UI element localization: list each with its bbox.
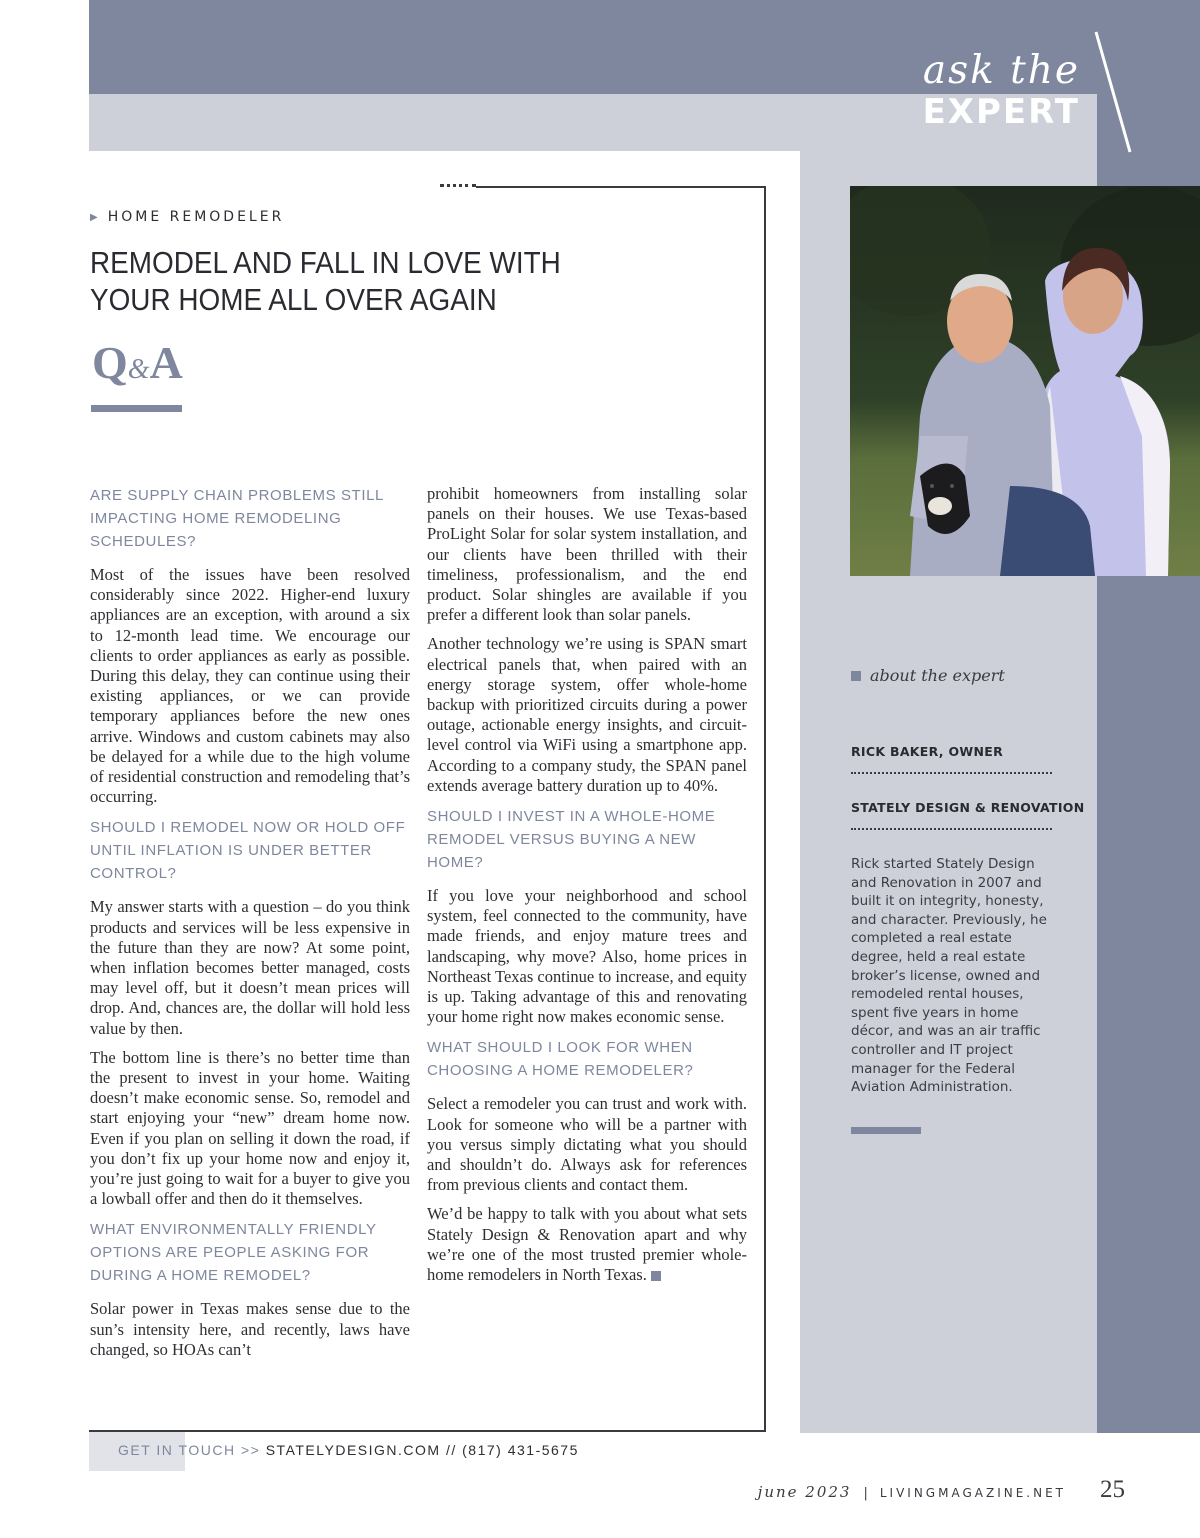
end-mark-icon <box>651 1271 661 1281</box>
slash-ornament <box>1093 30 1133 154</box>
frame-top-line <box>476 186 766 188</box>
article-column-2 <box>427 484 747 1294</box>
headline-line-1: REMODEL AND FALL IN LOVE WITH <box>90 245 561 280</box>
article-headline <box>90 244 561 318</box>
page-number: 25 <box>1100 1476 1125 1503</box>
qa-ampersand: & <box>127 354 150 385</box>
question-4: SHOULD I INVEST IN A WHOLE-HOME REMODEL VERSUS BUYING A NEW HOME? <box>427 808 716 872</box>
expert-name: RICK BAKER, OWNER <box>851 744 1004 759</box>
kicker-label: HOME REMODELER <box>107 209 285 225</box>
answer-3: Solar power in Texas makes sense due to the sun’s intensity here, and recently, laws have changed, so HOAs can’t <box>90 1299 410 1359</box>
frame-bottom-line <box>89 1430 766 1432</box>
question-2: SHOULD I REMODEL NOW OR HOLD OFF UNTIL INFLATION IS UNDER BETTER CONTROL? <box>90 819 406 883</box>
dotted-divider <box>851 828 1052 830</box>
answer-4: If you love your neighborhood and school system, feel connected to the community, have made friends, and enjoy mature trees and landscaping, why move? Also, home prices in Northeast Texas continue to increase, and equity is up. Taking advantage of this and renovating your home right now makes economic sense. <box>427 886 747 1027</box>
square-bullet-icon <box>851 671 861 681</box>
frame-dots <box>440 184 476 188</box>
contact-arrows: >> <box>240 1442 261 1458</box>
question-5: WHAT SHOULD I LOOK FOR WHEN CHOOSING A HOME REMODELER? <box>427 1039 694 1080</box>
about-the-expert-label <box>851 666 1005 685</box>
question-1: ARE SUPPLY CHAIN PROBLEMS STILL IMPACTING HOME REMODELING SCHEDULES? <box>90 487 384 550</box>
answer-3-continued: prohibit homeowners from installing solar panels on their houses. We use Texas-based ProLight Solar for solar system installation, and our clients have been thrilled with their timeliness, professionalism, and the end product. Solar shingles are available if you prefer a different look than solar panels. <box>427 484 747 625</box>
expert-bio: Rick started Stately Design and Renovation in 2007 and built it on integrity, honesty, and character. Previously, he completed a real estate degree, held a real estate broker’s license, owned and remodeled rental houses, spent five years in home décor, and was an air traffic controller and IT project manager for the Federal Aviation Administration. <box>851 856 1047 1096</box>
section-title-expert: EXPERT <box>922 92 1080 132</box>
page-footer <box>758 1476 1125 1504</box>
answer-5b <box>427 1204 747 1285</box>
qa-mark <box>92 336 183 389</box>
answer-3b: Another technology we’re using is SPAN smart electrical panels that, when paired with an energy storage system, offer whole-home backup with prioritized circuits during a power outage, actionable energy insights, and circuit-level control via WiFi using a smartphone app. According to a company study, the SPAN panel extends average battery duration up to 40%. <box>427 634 747 795</box>
qa-q: Q <box>92 337 128 388</box>
qa-underline-bar <box>91 405 182 412</box>
footer-separator: | <box>863 1486 868 1501</box>
article-column-1 <box>90 484 410 1369</box>
expert-photo <box>850 186 1200 576</box>
question-3: WHAT ENVIRONMENTALLY FRIENDLY OPTIONS ARE PEOPLE ASKING FOR DURING A HOME REMODEL? <box>90 1221 377 1285</box>
dotted-divider <box>851 772 1052 774</box>
contact-separator: // <box>445 1442 457 1458</box>
bio-accent-bar <box>851 1127 921 1134</box>
contact-website-link[interactable]: STATELYDESIGN.COM <box>265 1442 441 1458</box>
company-name: STATELY DESIGN & RENOVATION <box>851 800 1085 815</box>
answer-2: My answer starts with a question – do you think products and services will be less expensive in the future than they are now? At some point, when inflation becomes better managed, costs may level off, but it doesn’t mean prices will drop. And, chances are, the dollar will hold less value by then. <box>90 897 410 1038</box>
answer-1: Most of the issues have been resolved considerably since 2022. Higher-end luxury appliances are an exception, with around a six to 12-month lead time. We encourage our clients to order appliances as early as possible. During this delay, they can continue using their existing appliances, or we can provide temporary appliances before the new ones arrive. Windows and custom cabinets may also be delayed for a while due to the high volume of residential construction and remodeling that’s occurring. <box>90 565 410 807</box>
issue-date: june 2023 <box>757 1483 852 1501</box>
answer-2b: The bottom line is there’s no better time than the present to invest in your home. Waiting doesn’t make economic sense. So, remodel and start enjoying your “new” dream home now. Even if you plan on selling it down the road, if you don’t fix up your home now and enjoy it, you’re just going to wait for a buyer to give you a lowball offer and then do it themselves. <box>90 1047 410 1209</box>
article-kicker <box>90 209 284 225</box>
frame-right-line <box>764 186 766 1432</box>
contact-label: GET IN TOUCH <box>118 1442 236 1458</box>
about-label-text: about the expert <box>870 666 1005 685</box>
answer-5: Select a remodeler you can trust and work with. Look for someone who will be a partner with you versus simply dictating what you should and shouldn’t do. Always ask for references from previous clients and contact them. <box>427 1094 747 1195</box>
magazine-website-link[interactable]: LIVINGMAGAZINE.NET <box>879 1486 1066 1500</box>
section-title-ask: ask the <box>922 48 1080 93</box>
headline-line-2: YOUR HOME ALL OVER AGAIN <box>90 282 497 317</box>
closing-text: We’d be happy to talk with you about what sets Stately Design & Renovation apart and why we’re one of the most trusted premier whole-home remodelers in North Texas. <box>427 1204 747 1285</box>
qa-a: A <box>149 337 183 388</box>
triangle-icon: ▶ <box>90 211 98 223</box>
contact-phone-link[interactable]: (817) 431-5675 <box>462 1442 579 1458</box>
contact-line <box>118 1442 579 1458</box>
